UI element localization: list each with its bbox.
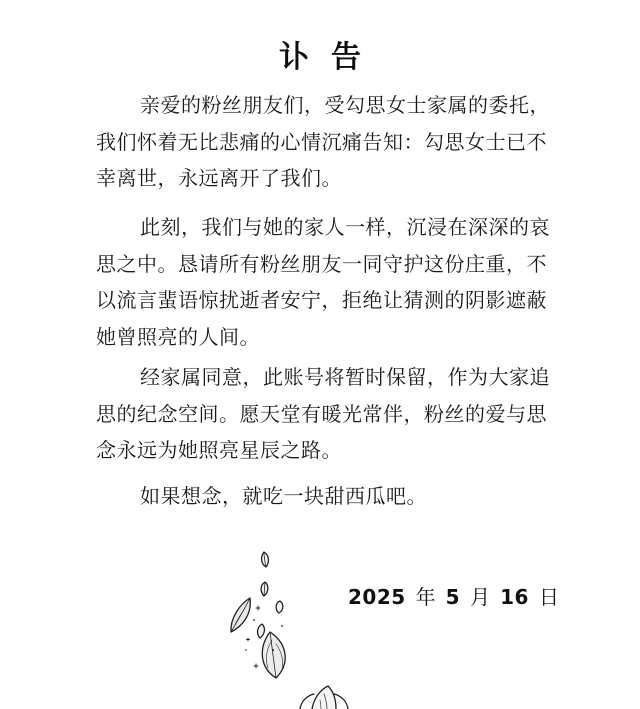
paragraph-2-text: 此刻，我们与她的家人一样，沉浸在深深的哀思之中。恳请所有粉丝朋友一同守护这份庄重，不以流言蜚语惊扰逝者安宁，拒绝让猜测的阴影遮蔽她曾照亮的人间。	[96, 215, 550, 349]
page-title: 讣告	[279, 40, 383, 75]
date-day: 16	[500, 585, 529, 609]
date-month: 5	[445, 585, 461, 609]
petal-icon	[276, 601, 283, 613]
paragraph-4-text: 如果想念，就吃一块甜西瓜吧。	[140, 484, 427, 508]
paragraph-2	[96, 209, 566, 355]
petal-icon	[258, 624, 265, 638]
paragraph-4	[96, 478, 566, 515]
paragraph-1-text: 亲爱的粉丝朋友们，受勾思女士家属的委托，我们怀着无比悲痛的心情沉痛告知：勾思女士已不幸离世，永远离开了我们。	[96, 93, 550, 190]
paragraph-3-text: 经家属同意，此账号将暂时保留，作为大家追思的纪念空间。愿天堂有暖光常伴，粉丝的爱与思念永远为她照亮星辰之路。	[96, 365, 550, 462]
falling-petals-lotus-icon	[200, 540, 400, 709]
date-year: 2025	[348, 585, 406, 609]
date-year-unit: 年	[415, 585, 436, 609]
lotus-icon	[312, 686, 336, 709]
date-day-unit: 日	[538, 585, 559, 609]
paragraph-1	[96, 87, 566, 197]
paragraph-3	[96, 359, 566, 469]
date-month-unit: 月	[470, 585, 491, 609]
